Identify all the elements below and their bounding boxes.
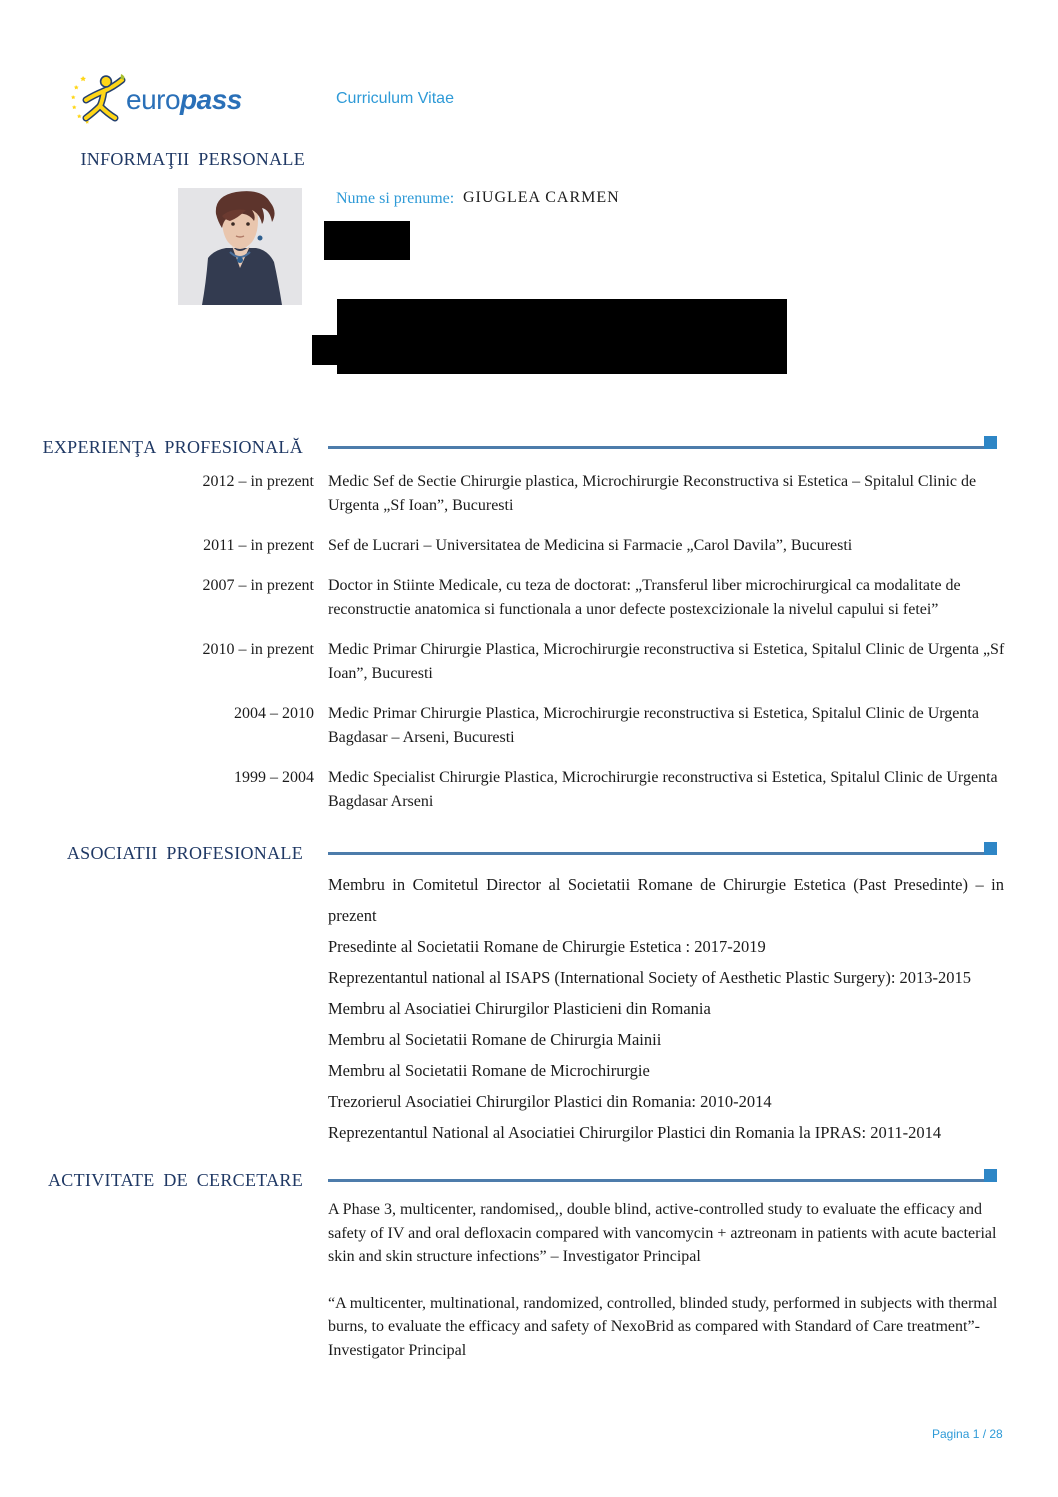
- section-rule-square: [984, 842, 997, 855]
- experience-entries: [0, 470, 1010, 830]
- entry-description: Medic Primar Chirurgie Plastica, Microchirurgie reconstructiva si Estetica, Spitalul Clinic de Urgenta Bagdasar – Arseni, Bucuresti: [328, 705, 979, 746]
- section-rule-square: [984, 436, 997, 449]
- entry-description: Sef de Lucrari – Universitatea de Medicina si Farmacie „Carol Davila”, Bucuresti: [328, 537, 853, 554]
- entry-description: Medic Sef de Sectie Chirurgie plastica, Microchirurgie Reconstructiva si Estetica – Spitalul Clinic de Urgenta „Sf Ioan”, Bucuresti: [328, 473, 977, 514]
- logo-pass-text: pass: [180, 84, 242, 115]
- section-header-associations: [0, 843, 997, 864]
- section-rule: [328, 446, 997, 449]
- name-value: GIUGLEA CARMEN: [463, 189, 620, 206]
- experience-entry: [0, 470, 1010, 518]
- experience-entry: [0, 766, 1010, 814]
- redaction-box: [337, 299, 787, 374]
- section-header-experience: [0, 437, 997, 458]
- entry-period: 1999 – 2004: [234, 769, 314, 786]
- earring: [258, 236, 263, 241]
- association-item: Reprezentantul national al ISAPS (International Society of Aesthetic Plastic Surgery): 2013-2015: [328, 968, 972, 987]
- entry-period: 2012 – in prezent: [202, 473, 314, 490]
- association-item: Membru al Societatii Romane de Microchirurgie: [328, 1061, 650, 1080]
- experience-entry: [0, 574, 1010, 622]
- entry-description: Medic Primar Chirurgie Plastica, Microchirurgie reconstructiva si Estetica, Spitalul Clinic de Urgenta „Sf Ioan”, Bucuresti: [328, 641, 1005, 682]
- association-item: Membru al Asociatiei Chirurgilor Plasticieni din Romania: [328, 999, 711, 1018]
- research-paragraphs: [328, 1198, 1008, 1362]
- entry-description: Medic Specialist Chirurgie Plastica, Microchirurgie reconstructiva si Estetica, Spitalul Clinic de Urgenta Bagdasar Arseni: [328, 769, 998, 810]
- section-heading-experience: EXPERIENŢA PROFESIONALĂ: [42, 437, 303, 457]
- section-rule-square: [984, 1169, 997, 1182]
- europass-wordmark: [126, 84, 242, 116]
- europass-figure-icon: [70, 74, 128, 131]
- section-heading-personal: INFORMAŢII PERSONALE: [80, 149, 305, 169]
- section-heading-research: ACTIVITATE DE CERCETARE: [48, 1170, 303, 1190]
- entry-description: Doctor in Stiinte Medicale, cu teza de doctorat: „Transferul liber microchirurgical ca modalitate de reconstructie anatomica si functionala a unor defecte postexcizionale la nivelul capului si fetei”: [328, 577, 961, 618]
- section-heading-associations: ASOCIATII PROFESIONALE: [66, 843, 303, 863]
- association-item: Membru in Comitetul Director al Societatii Romane de Chirurgie Estetica (Past Presedinte) – in prezent: [328, 875, 1004, 925]
- logo-euro-text: euro: [126, 84, 181, 115]
- europass-logo: [70, 74, 242, 131]
- experience-entry: [0, 702, 1010, 750]
- association-item: Membru al Societatii Romane de Chirurgia Mainii: [328, 1030, 662, 1049]
- entry-period: 2004 – 2010: [234, 705, 314, 722]
- research-paragraph: “A multicenter, multinational, randomized, controlled, blinded study, performed in subjects with thermal burns, to evaluate the efficacy and safety of NexoBrid as compared with Standard of Care treatment”- Investigator Principal: [328, 1294, 998, 1359]
- experience-entry: [0, 638, 1010, 686]
- entry-period: 2011 – in prezent: [203, 537, 314, 554]
- entry-period: 2010 – in prezent: [202, 641, 314, 658]
- experience-entry: [0, 534, 1010, 558]
- associations-list: [328, 869, 1004, 1148]
- name-label: Nume si prenume:: [336, 190, 455, 207]
- portrait-photo: [178, 188, 302, 305]
- section-rule: [328, 852, 997, 855]
- document-title: Curriculum Vitae: [336, 90, 454, 107]
- entry-period: 2007 – in prezent: [202, 577, 314, 594]
- association-item: Presedinte al Societatii Romane de Chirurgie Estetica : 2017-2019: [328, 937, 766, 956]
- association-item: Reprezentantul National al Asociatiei Chirurgilor Plastici din Romania la IPRAS: 2011-2014: [328, 1123, 942, 1142]
- page-number: Pagina 1 / 28: [932, 1427, 1003, 1441]
- redaction-box: [312, 335, 337, 365]
- section-rule: [328, 1179, 997, 1182]
- section-header-research: [0, 1170, 997, 1191]
- association-item: Trezorierul Asociatiei Chirurgilor Plastici din Romania: 2010-2014: [328, 1092, 772, 1111]
- research-paragraph: A Phase 3, multicenter, randomised,, double blind, active-controlled study to evaluate the efficacy and safety of IV and oral defloxacin compared with vancomycin + aztreonam in patients with acute bacterial skin and skin structure infections” – Investigator Principal: [328, 1201, 997, 1265]
- redaction-box: [324, 221, 410, 260]
